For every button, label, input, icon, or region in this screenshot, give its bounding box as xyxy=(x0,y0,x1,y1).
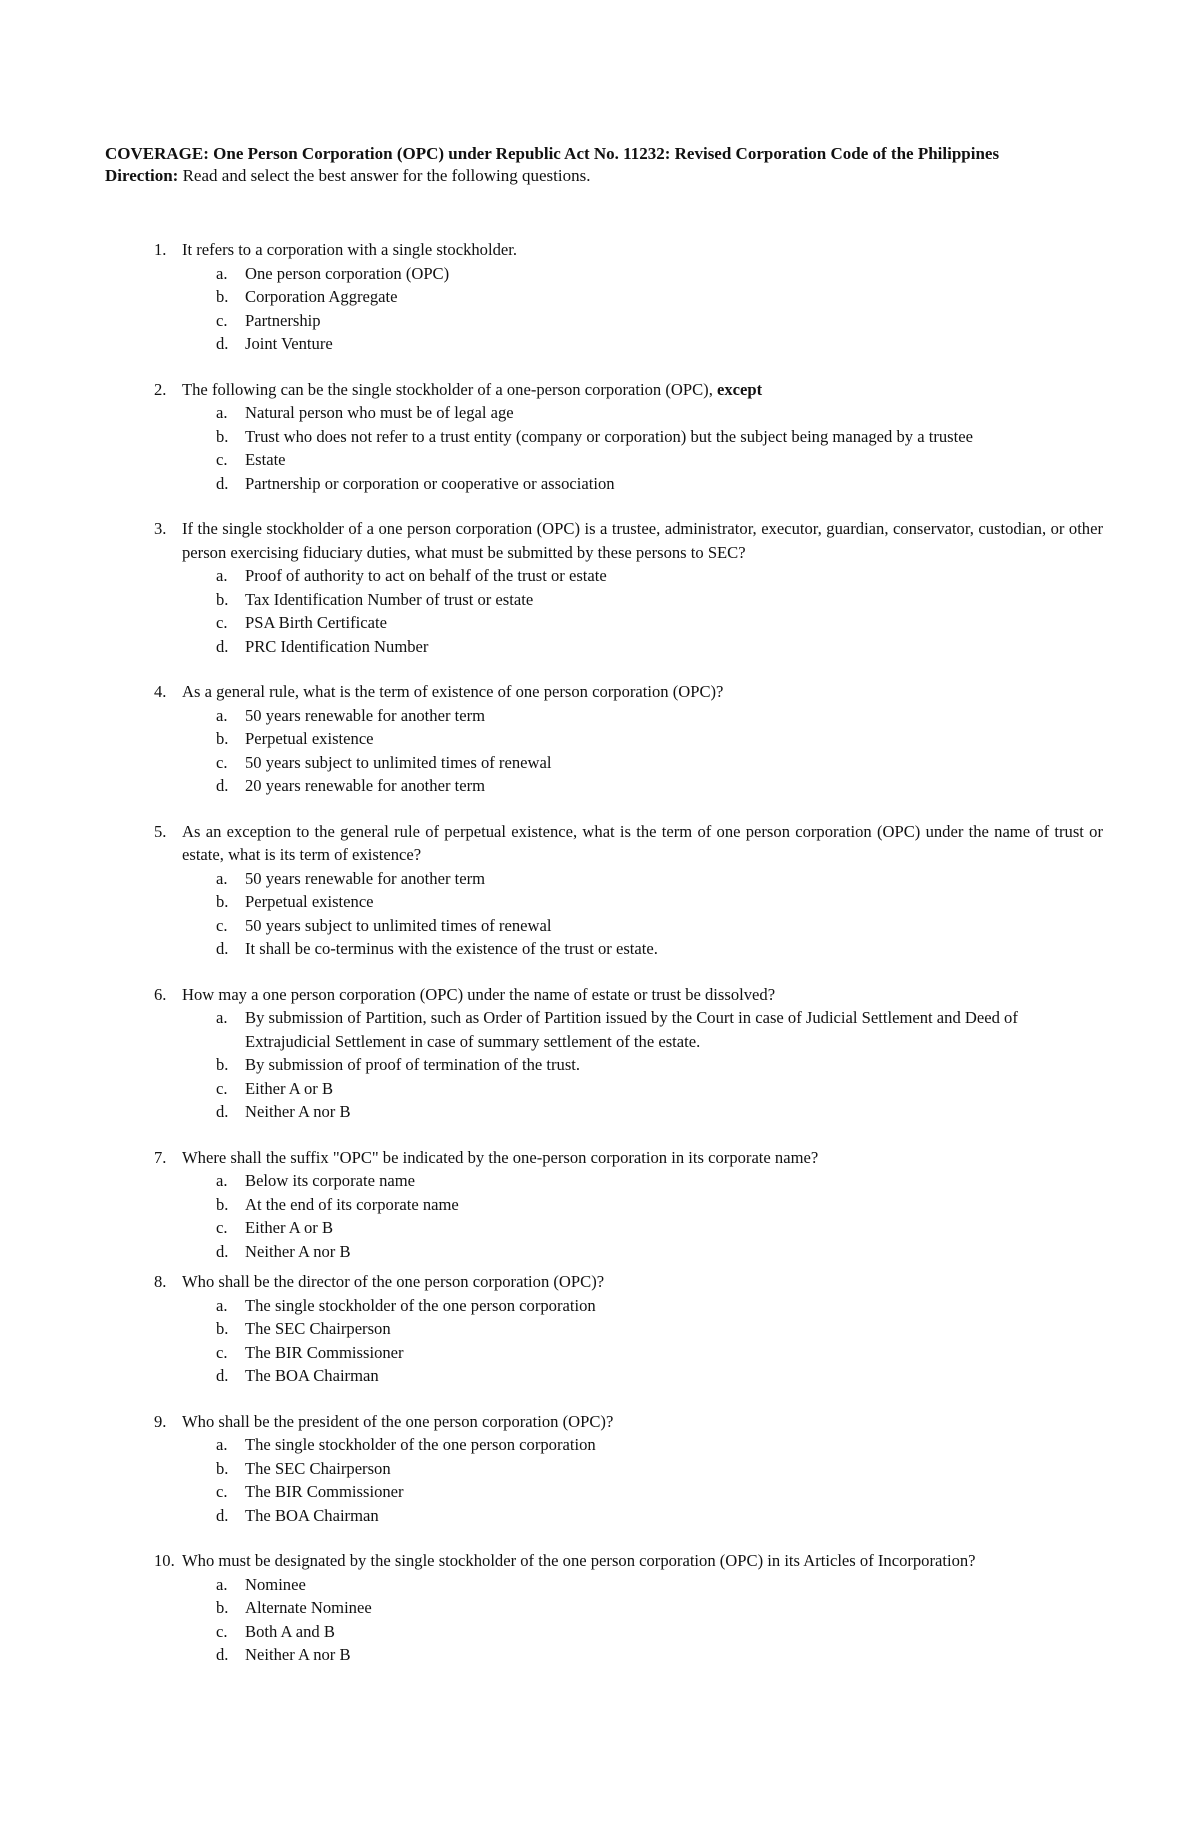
direction-label: Direction: xyxy=(105,166,179,185)
answer-option xyxy=(105,1573,1103,1597)
option-letter: a. xyxy=(216,705,228,725)
answer-option xyxy=(105,472,1103,496)
question-stem xyxy=(105,378,1103,402)
option-letter: d. xyxy=(216,1366,229,1385)
answer-option xyxy=(105,751,1103,775)
answer-option xyxy=(105,774,1103,798)
question-spacer xyxy=(105,658,1103,680)
question-number: 3. xyxy=(154,519,167,538)
option-text: The BOA Chairman xyxy=(245,1366,379,1385)
question-item xyxy=(105,517,1103,658)
question-text: Who shall be the director of the one person corporation (OPC)? xyxy=(182,1272,605,1291)
answer-option xyxy=(105,1504,1103,1528)
question-item xyxy=(105,680,1103,798)
question-number-cell xyxy=(105,983,182,1007)
option-letter: a. xyxy=(216,566,228,585)
question-number: 10. xyxy=(154,1551,175,1570)
option-text: Both A and B xyxy=(245,1621,335,1641)
question-number: 6. xyxy=(154,984,167,1004)
question-number-cell xyxy=(105,378,182,402)
option-text: Below its corporate name xyxy=(245,1171,416,1190)
answer-option xyxy=(105,890,1103,914)
question-text-block xyxy=(182,378,1103,402)
option-text: The single stockholder of the one person corporation xyxy=(245,1295,596,1315)
option-list xyxy=(105,867,1103,961)
question-item xyxy=(105,820,1103,961)
option-letter: d. xyxy=(216,334,229,353)
option-text: The single stockholder of the one person corporation xyxy=(245,1435,596,1454)
option-letter: a. xyxy=(216,1295,228,1315)
option-text: The BIR Commissioner xyxy=(245,1342,404,1362)
question-text: The following can be the single stockholder of a one-person corporation (OPC), xyxy=(182,379,718,399)
option-letter: d. xyxy=(216,776,229,795)
option-text: PRC Identification Number xyxy=(245,636,429,656)
answer-option xyxy=(105,1169,1103,1193)
answer-option xyxy=(105,635,1103,659)
question-spacer xyxy=(105,961,1103,983)
option-text: Corporation Aggregate xyxy=(245,287,398,306)
answer-option xyxy=(105,564,1103,588)
option-letter: d. xyxy=(216,473,229,493)
option-text: Partnership xyxy=(245,310,321,330)
question-item xyxy=(105,1146,1103,1264)
answer-option xyxy=(105,262,1103,286)
answer-option xyxy=(105,1433,1103,1457)
option-letter: b. xyxy=(216,589,229,609)
question-spacer xyxy=(105,495,1103,517)
answer-option xyxy=(105,1100,1103,1124)
question-number: 1. xyxy=(154,240,167,259)
answer-option xyxy=(105,425,1103,449)
answer-option xyxy=(105,1294,1103,1318)
question-text: Who shall be the president of the one person corporation (OPC)? xyxy=(182,1411,614,1431)
option-text: It shall be co-terminus with the existence of the trust or estate. xyxy=(245,939,658,958)
question-stem xyxy=(105,1270,1103,1294)
option-letter: d. xyxy=(216,1241,229,1261)
question-item xyxy=(105,378,1103,496)
question-stem xyxy=(105,983,1103,1007)
option-text: Either A or B xyxy=(245,1078,334,1098)
question-text-block xyxy=(182,820,1103,867)
option-letter: a. xyxy=(216,403,228,422)
option-list xyxy=(105,564,1103,658)
question-text-block xyxy=(182,1146,1103,1170)
option-letter: c. xyxy=(216,1342,228,1362)
answer-option xyxy=(105,1643,1103,1667)
option-letter: b. xyxy=(216,1458,229,1478)
question-list xyxy=(105,238,1103,1667)
answer-option xyxy=(105,285,1103,309)
question-stem xyxy=(105,1549,1103,1573)
question-number-cell xyxy=(105,1410,182,1434)
answer-option xyxy=(105,309,1103,333)
option-letter: b. xyxy=(216,287,229,306)
option-list xyxy=(105,1573,1103,1667)
option-list xyxy=(105,262,1103,356)
answer-option xyxy=(105,914,1103,938)
question-text-block xyxy=(182,983,1103,1007)
option-letter: a. xyxy=(216,1435,228,1454)
option-text: The SEC Chairperson xyxy=(245,1458,391,1478)
answer-option xyxy=(105,401,1103,425)
question-number: 2. xyxy=(154,379,167,399)
question-item xyxy=(105,1410,1103,1528)
question-text: If the single stockholder of a one person corporation (OPC) is a trustee, administrator, executor, guardian, conservator, custodian, or other person exercising fiduciary duties, what must be submitted by these persons to SEC? xyxy=(182,519,1103,562)
question-text: As an exception to the general rule of perpetual existence, what is the term of one person corporation (OPC) under the name of trust or estate, what is its term of existence? xyxy=(182,821,1103,864)
question-number-cell xyxy=(105,680,182,704)
question-number-cell xyxy=(105,238,182,262)
option-letter: b. xyxy=(216,1319,229,1338)
option-list xyxy=(105,401,1103,495)
question-text: It refers to a corporation with a single stockholder. xyxy=(182,240,518,259)
question-stem xyxy=(105,820,1103,867)
option-text: Neither A nor B xyxy=(245,1102,351,1121)
option-text: One person corporation (OPC) xyxy=(245,263,450,283)
option-list xyxy=(105,1294,1103,1388)
question-item xyxy=(105,1549,1103,1667)
option-letter: b. xyxy=(216,426,229,446)
document-header xyxy=(105,143,1105,187)
question-text-block xyxy=(182,1549,1103,1573)
question-number: 5. xyxy=(154,821,167,841)
answer-option xyxy=(105,867,1103,891)
option-text: Joint Venture xyxy=(245,334,333,353)
option-text: Either A or B xyxy=(245,1218,334,1237)
question-number-cell xyxy=(105,1270,182,1294)
option-text: Proof of authority to act on behalf of the trust or estate xyxy=(245,566,607,585)
answer-option xyxy=(105,1620,1103,1644)
option-letter: c. xyxy=(216,1482,228,1501)
option-letter: b. xyxy=(216,729,229,748)
option-letter: c. xyxy=(216,1621,228,1641)
option-text: 20 years renewable for another term xyxy=(245,776,486,795)
answer-option xyxy=(105,1480,1103,1504)
question-stem xyxy=(105,1146,1103,1170)
option-letter: b. xyxy=(216,1598,229,1617)
answer-option xyxy=(105,937,1103,961)
question-number: 4. xyxy=(154,682,167,701)
question-text-block xyxy=(182,680,1103,704)
answer-option xyxy=(105,1193,1103,1217)
answer-option xyxy=(105,727,1103,751)
option-letter: b. xyxy=(216,1055,229,1074)
option-text: Perpetual existence xyxy=(245,892,374,911)
option-text: Trust who does not refer to a trust entity (company or corporation) but the subject being managed by a trustee xyxy=(245,426,973,446)
answer-option xyxy=(105,1006,1103,1053)
answer-option xyxy=(105,1341,1103,1365)
question-text: As a general rule, what is the term of existence of one person corporation (OPC)? xyxy=(182,682,724,701)
answer-option xyxy=(105,704,1103,728)
question-stem xyxy=(105,1410,1103,1434)
question-text: Who must be designated by the single stockholder of the one person corporation (OPC) in its Articles of Incorporation? xyxy=(182,1551,976,1570)
coverage-title: COVERAGE: One Person Corporation (OPC) under Republic Act No. 11232: Revised Corporation Code of the Philippines xyxy=(105,144,1000,163)
question-text-block xyxy=(182,517,1103,564)
question-number: 9. xyxy=(154,1411,167,1431)
option-letter: c. xyxy=(216,1078,228,1098)
question-number-cell xyxy=(105,1146,182,1170)
option-text: Alternate Nominee xyxy=(245,1598,372,1617)
answer-option xyxy=(105,1077,1103,1101)
answer-option xyxy=(105,1596,1103,1620)
option-text: The BIR Commissioner xyxy=(245,1482,404,1501)
option-letter: a. xyxy=(216,1171,228,1190)
question-spacer xyxy=(105,1263,1103,1270)
question-emphasis: except xyxy=(717,379,763,399)
option-text: Estate xyxy=(245,450,286,469)
option-text: By submission of proof of termination of the trust. xyxy=(245,1055,581,1074)
option-letter: a. xyxy=(216,868,228,888)
question-text-block xyxy=(182,1410,1103,1434)
question-text: How may a one person corporation (OPC) under the name of estate or trust be dissolved? xyxy=(182,984,776,1004)
option-text: The SEC Chairperson xyxy=(245,1319,391,1338)
option-letter: c. xyxy=(216,1218,228,1237)
question-number: 8. xyxy=(154,1272,167,1291)
option-text: Neither A nor B xyxy=(245,1645,351,1664)
option-text: Nominee xyxy=(245,1574,306,1594)
option-list xyxy=(105,1433,1103,1527)
answer-option xyxy=(105,1240,1103,1264)
option-letter: c. xyxy=(216,310,228,330)
option-list xyxy=(105,1169,1103,1263)
option-letter: b. xyxy=(216,1194,229,1214)
answer-option xyxy=(105,448,1103,472)
option-letter: c. xyxy=(216,450,228,469)
question-spacer xyxy=(105,798,1103,820)
option-text: Perpetual existence xyxy=(245,729,374,748)
option-text: By submission of Partition, such as Order of Partition issued by the Court in case of Judicial Settlement and Deed of Extrajudicial Settlement in case of summary settlement of the estate. xyxy=(245,1008,1018,1051)
option-letter: d. xyxy=(216,636,229,656)
option-list xyxy=(105,1006,1103,1124)
option-letter: b. xyxy=(216,892,229,911)
answer-option xyxy=(105,1457,1103,1481)
question-number-cell xyxy=(105,517,182,541)
answer-option xyxy=(105,611,1103,635)
direction-text: Read and select the best answer for the following questions. xyxy=(178,166,591,185)
direction-line xyxy=(105,165,1105,187)
option-text: 50 years subject to unlimited times of renewal xyxy=(245,752,552,772)
option-letter: c. xyxy=(216,915,228,935)
option-letter: d. xyxy=(216,1645,229,1664)
option-letter: d. xyxy=(216,939,229,958)
question-stem xyxy=(105,680,1103,704)
option-list xyxy=(105,704,1103,798)
option-text: Tax Identification Number of trust or estate xyxy=(245,589,534,609)
option-letter: a. xyxy=(216,263,228,283)
question-item xyxy=(105,983,1103,1124)
question-text: Where shall the suffix "OPC" be indicated by the one-person corporation in its corporate name? xyxy=(182,1147,819,1167)
question-spacer xyxy=(105,1527,1103,1549)
option-letter: c. xyxy=(216,752,228,772)
question-spacer xyxy=(105,356,1103,378)
option-text: Neither A nor B xyxy=(245,1241,351,1261)
answer-option xyxy=(105,1216,1103,1240)
option-letter: c. xyxy=(216,613,228,632)
answer-option xyxy=(105,1364,1103,1388)
answer-option xyxy=(105,332,1103,356)
question-spacer xyxy=(105,1388,1103,1410)
question-number-cell xyxy=(105,820,182,844)
option-letter: d. xyxy=(216,1102,229,1121)
option-text: Natural person who must be of legal age xyxy=(245,403,514,422)
option-letter: d. xyxy=(216,1505,229,1525)
question-item xyxy=(105,238,1103,356)
option-text: At the end of its corporate name xyxy=(245,1194,459,1214)
option-text: Partnership or corporation or cooperative or association xyxy=(245,473,615,493)
option-text: 50 years renewable for another term xyxy=(245,705,486,725)
option-text: The BOA Chairman xyxy=(245,1505,379,1525)
question-text-block xyxy=(182,238,1103,262)
answer-option xyxy=(105,588,1103,612)
option-text: 50 years renewable for another term xyxy=(245,868,486,888)
option-letter: a. xyxy=(216,1008,228,1027)
question-item xyxy=(105,1270,1103,1388)
question-spacer xyxy=(105,1124,1103,1146)
answer-option xyxy=(105,1053,1103,1077)
question-number: 7. xyxy=(154,1147,167,1167)
question-text-block xyxy=(182,1270,1103,1294)
question-stem xyxy=(105,517,1103,564)
option-text: PSA Birth Certificate xyxy=(245,613,387,632)
question-stem xyxy=(105,238,1103,262)
question-number-cell xyxy=(105,1549,182,1573)
answer-option xyxy=(105,1317,1103,1341)
option-text: 50 years subject to unlimited times of renewal xyxy=(245,915,552,935)
option-letter: a. xyxy=(216,1574,228,1594)
